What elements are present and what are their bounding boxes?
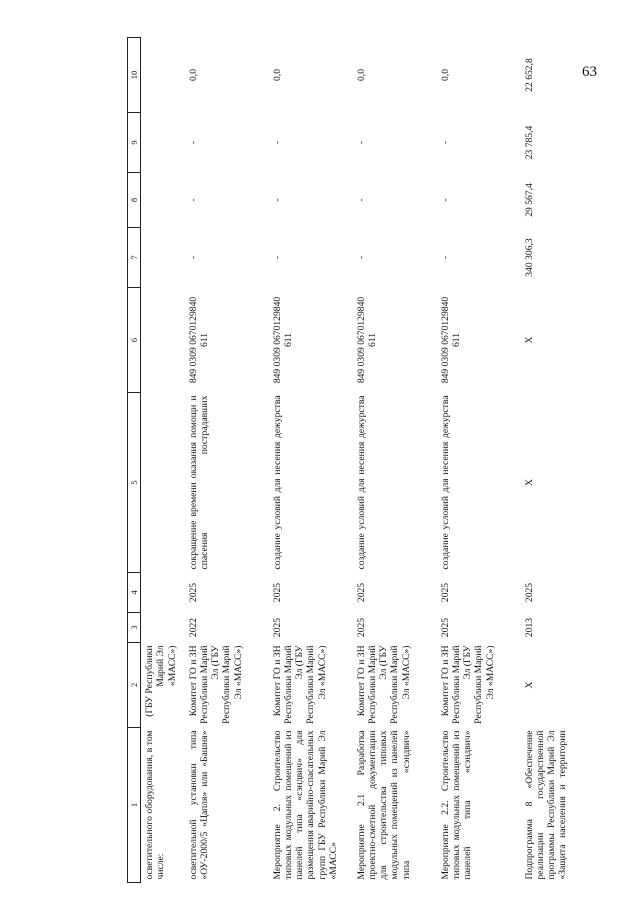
cell-event: осветительного оборудования, в том числе:: [144, 730, 167, 880]
cell-event: Мероприятие 2. Строительство типовых модульных помещений из панелей типа «сэндвич» для размещения аварийно-спасательных групп ГБУ Республики Марий Эл «МАСС»: [271, 730, 340, 880]
table-row: [269, 38, 353, 883]
cell-event: осветительной установки типа «ОУ-2000/5 «Цапля» или «Башня»: [187, 730, 210, 880]
cell-event: Мероприятие 2.1 Разработка проектно-сметной документации для строительства типовых модульных помещений из панелей типа «сэндвич»: [355, 730, 412, 880]
cell-col7: -: [271, 255, 283, 260]
cell-start-year: 2025: [439, 617, 451, 638]
cell-event: Мероприятие 2.2. Строительство типовых модульных помещений из панелей типа «сэндвич»: [439, 730, 474, 880]
cell-budget-code: 849 0309 0670129840 611: [355, 296, 378, 384]
cell-col9: -: [187, 140, 199, 145]
table-row: [185, 38, 269, 883]
cell-end-year: 2025: [187, 582, 199, 603]
header-cell: 7: [128, 228, 141, 288]
header-cell: 1: [128, 728, 141, 883]
cell-col10: 0,0: [187, 69, 199, 81]
cell-executor: Комитет ГО и ЗН Республики Марий Эл (ГБУ Республики Марий Эл «МАСС»): [271, 645, 328, 724]
cell-budget-code: 849 0309 0670129840 611: [439, 296, 462, 384]
cell-start-year: 2025: [271, 617, 283, 638]
cell-executor: X: [523, 681, 535, 689]
cell-start-year: [141, 613, 185, 643]
cell-col8: [141, 173, 185, 228]
cell-executor: Комитет ГО и ЗН Республики Марий Эл (ГБУ Республики Марий Эл «МАСС»): [187, 645, 244, 724]
cell-col10: 0,0: [355, 69, 367, 81]
cell-executor: Комитет ГО и ЗН Республики Марий Эл (ГБУ Республики Марий Эл «МАСС»): [355, 645, 412, 724]
header-cell: 6: [128, 288, 141, 393]
header-cell: 9: [128, 113, 141, 173]
header-cell: 8: [128, 173, 141, 228]
header-cell: 5: [128, 393, 141, 573]
cell-budget-code: [141, 288, 185, 393]
cell-col7: -: [439, 255, 451, 260]
cell-col8: -: [187, 198, 199, 202]
cell-result: создание условий для несения дежурства: [271, 395, 283, 570]
header-cell: 3: [128, 613, 141, 643]
table-row: [437, 38, 521, 883]
cell-result: создание условий для несения дежурства: [439, 395, 451, 570]
cell-col7: 340 306,3: [523, 238, 535, 277]
cell-result: сокращение времени оказания помощи и спасения пострадавших: [187, 395, 210, 570]
header-cell: 4: [128, 573, 141, 613]
cell-executor: (ГБУ Республики Марий Эл «МАСС»): [144, 645, 178, 717]
cell-end-year: 2025: [523, 582, 535, 603]
budget-table: [127, 37, 581, 883]
cell-start-year: 2013: [523, 617, 535, 638]
cell-col9: -: [271, 140, 283, 145]
cell-col7: -: [355, 255, 367, 260]
header-cell: 10: [128, 38, 141, 113]
table-row: [521, 38, 581, 883]
table-row: [353, 38, 437, 883]
header-cell: 2: [128, 643, 141, 728]
cell-col10: 22 652,8: [523, 58, 535, 92]
cell-end-year: 2025: [271, 582, 283, 603]
cell-end-year: 2025: [439, 582, 451, 603]
cell-col10: [141, 38, 185, 113]
cell-start-year: 2022: [187, 617, 199, 638]
cell-col9: -: [439, 140, 451, 145]
cell-col10: 0,0: [271, 69, 283, 81]
cell-col8: -: [439, 198, 451, 202]
cell-result: создание условий для несения дежурства: [355, 395, 367, 570]
header-row: [128, 38, 141, 883]
cell-col8: -: [271, 198, 283, 202]
cell-col7: [141, 228, 185, 288]
cell-start-year: 2025: [355, 617, 367, 638]
cell-executor: Комитет ГО и ЗН Республики Марий Эл (ГБУ Республики Марий Эл «МАСС»): [439, 645, 496, 724]
cell-col7: -: [187, 255, 199, 260]
cell-end-year: 2025: [355, 582, 367, 603]
cell-budget-code: 849 0309 0670129840 611: [271, 296, 294, 384]
cell-result: X: [523, 479, 535, 486]
table-row: [141, 38, 185, 883]
cell-budget-code: X: [523, 336, 535, 344]
cell-end-year: [141, 573, 185, 613]
cell-result: [141, 393, 185, 573]
cell-col10: 0,0: [439, 69, 451, 81]
cell-budget-code: 849 0309 0670129840 611: [187, 296, 210, 384]
cell-col9: 23 785,4: [523, 125, 535, 160]
cell-event: Подпрограмма 8 «Обеспечение реализации государственной программы Республики Марий Эл «Защита населения и территории: [523, 730, 569, 880]
page-number: 63: [582, 64, 597, 80]
cell-col9: [141, 113, 185, 173]
cell-col8: 29 567,4: [523, 183, 535, 217]
cell-col9: -: [355, 140, 367, 145]
cell-col8: -: [355, 198, 367, 202]
